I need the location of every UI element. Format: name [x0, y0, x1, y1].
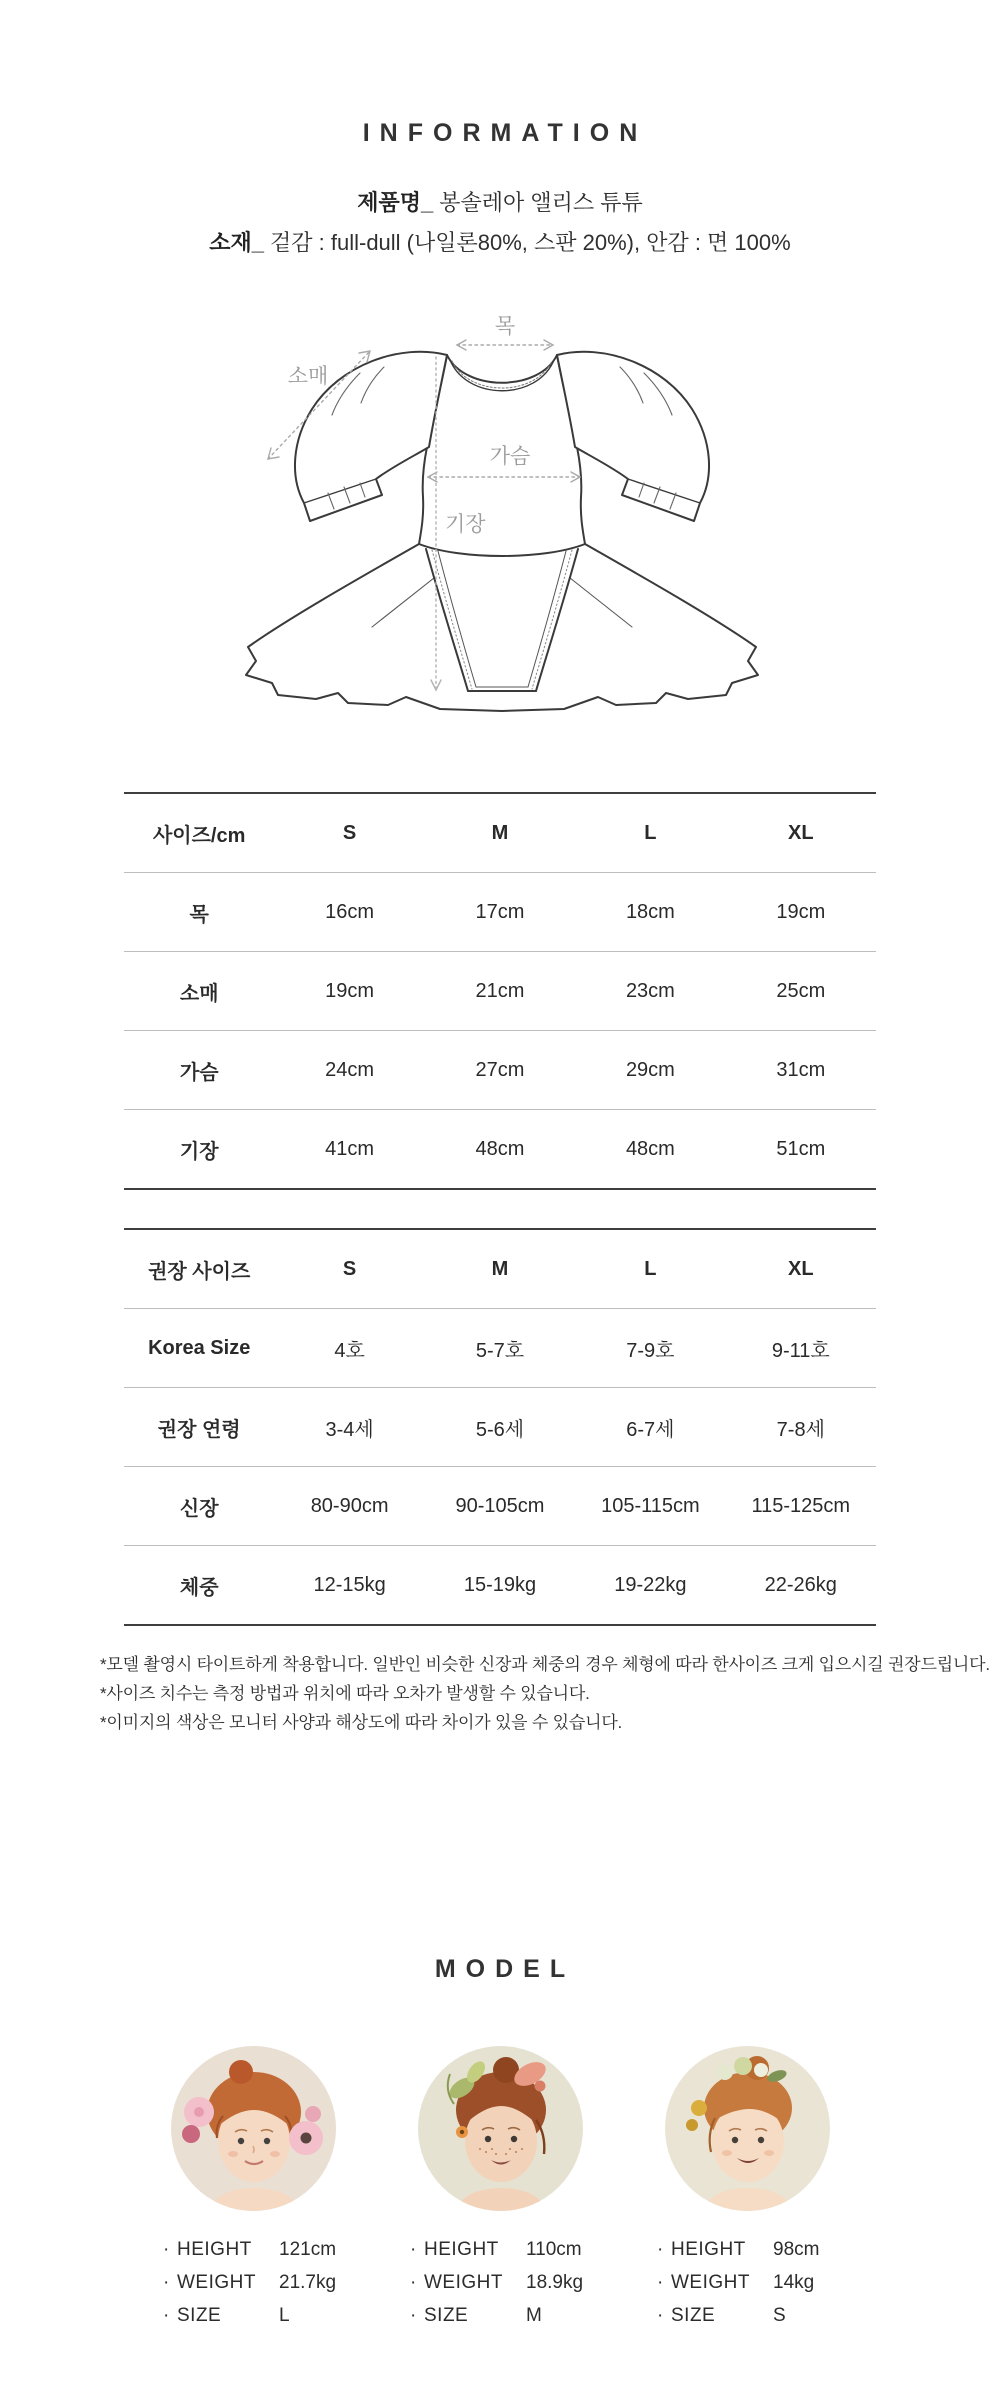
header-cell: L: [644, 1257, 657, 1280]
diagram-label-neck: 목: [494, 315, 516, 338]
models-row: [0, 2046, 1000, 2332]
bullet: ·: [657, 2305, 664, 2326]
value-cell: 25cm: [776, 979, 826, 1002]
height-value: 98cm: [773, 2239, 820, 2260]
table-row: [124, 1466, 876, 1545]
model-weight-line: [163, 2266, 343, 2299]
weight-value: 14kg: [773, 2272, 815, 2293]
size-label: SIZE: [424, 2305, 469, 2326]
size-value: L: [279, 2305, 290, 2326]
bullet: ·: [410, 2305, 417, 2326]
material-value: 겉감 : full-dull (나일론80%, 스판 20%), 안감 : 면 100%: [270, 230, 791, 255]
model-card: [657, 2046, 837, 2332]
size-label: SIZE: [671, 2305, 716, 2326]
value-cell: 24cm: [325, 1058, 375, 1081]
footnote: *이미지의 색상은 모니터 사양과 해상도에 따라 차이가 있을 수 있습니다.: [100, 1713, 623, 1732]
value-cell: 31cm: [776, 1058, 826, 1081]
fit-table: [124, 1228, 876, 1626]
value-cell: 19-22kg: [614, 1573, 687, 1596]
height-value: 121cm: [279, 2239, 337, 2260]
value-cell: 51cm: [776, 1137, 826, 1160]
value-cell: 115-125cm: [751, 1494, 851, 1517]
header-cell: S: [342, 1257, 357, 1280]
header-cell: M: [491, 1257, 509, 1280]
diagram-label-sleeve: 소매: [287, 365, 329, 388]
table-row: [124, 1230, 876, 1308]
table-row: [124, 1030, 876, 1109]
material-line: [0, 226, 1000, 257]
bullet: ·: [163, 2239, 170, 2260]
value-cell: 27cm: [475, 1058, 525, 1081]
weight-label: WEIGHT: [424, 2272, 503, 2293]
value-cell: 7-8세: [776, 1418, 825, 1441]
value-cell: 29cm: [625, 1058, 675, 1081]
value-cell: 48cm: [475, 1137, 525, 1160]
table-row: [124, 1545, 876, 1624]
bullet: ·: [657, 2272, 664, 2293]
model-card: [163, 2046, 343, 2332]
right-sleeve: [557, 352, 709, 521]
value-cell: 5-6세: [475, 1418, 525, 1441]
row-label-cell: 기장: [179, 1140, 219, 1163]
value-cell: 105-115cm: [601, 1494, 700, 1517]
row-label-cell: Korea Size: [148, 1336, 251, 1359]
product-name-label: 제품명_: [357, 190, 434, 215]
table-row: [124, 872, 876, 951]
header-cell: XL: [788, 1257, 814, 1280]
header-cell: 사이즈/cm: [152, 824, 246, 847]
model-size-line: [410, 2299, 590, 2332]
row-label-cell: 목: [189, 903, 209, 926]
model-size-line: [163, 2299, 343, 2332]
value-cell: 17cm: [475, 900, 525, 923]
value-cell: 22-26kg: [764, 1573, 837, 1596]
footnotes: [100, 1650, 990, 1737]
value-cell: 90-105cm: [455, 1494, 545, 1517]
weight-value: 21.7kg: [279, 2272, 337, 2293]
table-row: [124, 1308, 876, 1387]
header-cell: XL: [788, 821, 814, 844]
size-label: SIZE: [177, 2305, 222, 2326]
garment-diagram: [220, 297, 780, 717]
table-row: [124, 794, 876, 872]
model-height-line: [163, 2233, 343, 2266]
row-label-cell: 가슴: [179, 1061, 219, 1084]
size-value: M: [526, 2305, 542, 2326]
header-cell: L: [644, 821, 657, 844]
bullet: ·: [410, 2239, 417, 2260]
row-label-cell: 소매: [179, 982, 219, 1005]
size-table: [124, 792, 876, 1190]
value-cell: 15-19kg: [463, 1573, 537, 1596]
table-row: [124, 1387, 876, 1466]
model-size-line: [657, 2299, 837, 2332]
value-cell: 18cm: [625, 900, 675, 923]
model-info: [163, 2233, 343, 2332]
diagram-label-chest: 가슴: [489, 445, 531, 468]
model-info: [410, 2233, 590, 2332]
model-photo: [171, 2046, 336, 2211]
bullet: ·: [657, 2239, 664, 2260]
model-info: [657, 2233, 837, 2332]
material-label: 소재_: [209, 230, 265, 255]
value-cell: 80-90cm: [310, 1494, 389, 1517]
header-cell: 권장 사이즈: [148, 1260, 251, 1283]
table-row: [124, 951, 876, 1030]
model-height-line: [410, 2233, 590, 2266]
model-photo: [665, 2046, 830, 2211]
height-label: HEIGHT: [671, 2239, 746, 2260]
value-cell: 23cm: [625, 979, 675, 1002]
value-cell: 7-9호: [626, 1339, 675, 1362]
product-name-value: 봉솔레아 앨리스 튜튜: [439, 190, 643, 215]
value-cell: 19cm: [776, 900, 826, 923]
height-value: 110cm: [526, 2239, 582, 2260]
row-label-cell: 체중: [179, 1576, 219, 1599]
value-cell: 19cm: [325, 979, 375, 1002]
value-cell: 21cm: [475, 979, 525, 1002]
value-cell: 5-7호: [475, 1339, 525, 1362]
product-name-line: [0, 186, 1000, 217]
model-title: MODEL: [434, 1955, 576, 1983]
model-weight-line: [657, 2266, 837, 2299]
header-cell: S: [342, 821, 357, 844]
model-photo: [418, 2046, 583, 2211]
value-cell: 12-15kg: [313, 1573, 386, 1596]
footnote: *모델 촬영시 타이트하게 착용합니다. 일반인 비슷한 신장과 체중의 경우 체형에 따라 한사이즈 크게 입으시길 권장드립니다.: [100, 1655, 990, 1674]
height-label: HEIGHT: [424, 2239, 499, 2260]
value-cell: 41cm: [325, 1137, 375, 1160]
footnote: *사이즈 치수는 측정 방법과 위치에 따라 오차가 발생할 수 있습니다.: [100, 1684, 590, 1703]
table-row: [124, 1109, 876, 1188]
header-cell: M: [491, 821, 509, 844]
value-cell: 6-7세: [626, 1418, 675, 1441]
bullet: ·: [163, 2272, 170, 2293]
bullet: ·: [163, 2305, 170, 2326]
weight-value: 18.9kg: [526, 2272, 584, 2293]
size-value: S: [773, 2305, 786, 2326]
value-cell: 16cm: [325, 900, 375, 923]
model-card: [410, 2046, 590, 2332]
diagram-label-length: 기장: [445, 513, 486, 536]
height-label: HEIGHT: [177, 2239, 252, 2260]
information-title: INFORMATION: [362, 119, 648, 147]
model-weight-line: [410, 2266, 590, 2299]
bullet: ·: [410, 2272, 417, 2293]
value-cell: 4호: [334, 1339, 365, 1362]
weight-label: WEIGHT: [671, 2272, 750, 2293]
value-cell: 9-11호: [771, 1339, 830, 1362]
model-height-line: [657, 2233, 837, 2266]
value-cell: 48cm: [625, 1137, 675, 1160]
row-label-cell: 권장 연령: [157, 1418, 241, 1441]
value-cell: 3-4세: [325, 1418, 374, 1441]
weight-label: WEIGHT: [177, 2272, 256, 2293]
row-label-cell: 신장: [179, 1497, 219, 1520]
